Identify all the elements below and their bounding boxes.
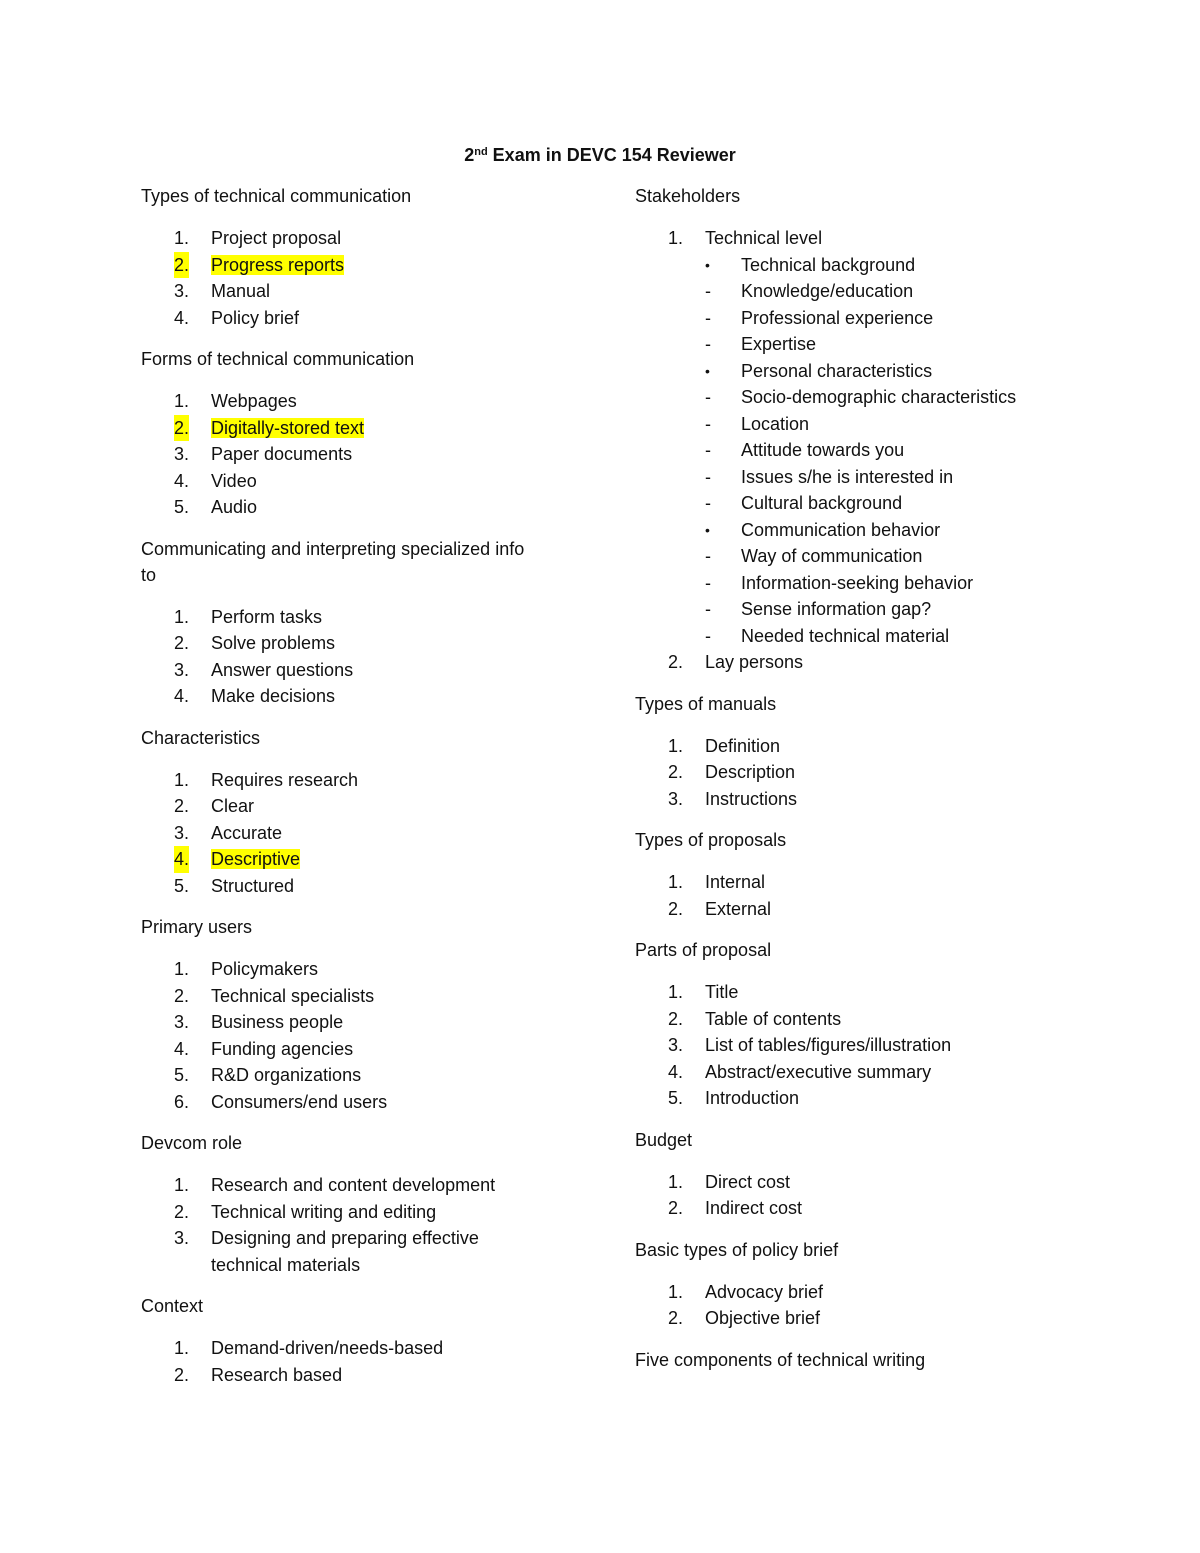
right-column: [635, 183, 1095, 1389]
list-item: [635, 225, 1095, 252]
item-text: Solve problems: [211, 633, 336, 653]
item-number: 3.: [668, 1035, 684, 1055]
list-item: [635, 1169, 1095, 1196]
list-item: [141, 873, 561, 900]
list-item: [635, 1032, 1095, 1059]
sub-list-item: [635, 543, 1095, 570]
item-text: Technical specialists: [211, 985, 375, 1006]
section-heading: Types of manuals: [635, 693, 777, 714]
list-item: [141, 252, 561, 279]
item-number: 2.: [174, 985, 190, 1006]
item-number: 5.: [174, 875, 190, 896]
section-heading: Types of technical communication: [141, 186, 412, 206]
dash-marker: -: [705, 493, 711, 513]
sub-list-item: [635, 464, 1095, 491]
sub-list-item: [635, 411, 1095, 438]
item-number: 1.: [668, 1281, 684, 1302]
item-number: 4.: [174, 846, 189, 873]
policy-brief-list: [635, 1279, 1095, 1332]
section-heading: Forms of technical communication: [141, 349, 415, 369]
item-number: 4.: [174, 1038, 190, 1059]
item-number: 5.: [668, 1088, 684, 1108]
item-text: Table of contents: [705, 1008, 842, 1029]
item-text: Instructions: [705, 788, 798, 809]
primary-users-list: [141, 956, 561, 1115]
purpose-list: [141, 604, 561, 710]
item-number: 2.: [668, 1008, 684, 1029]
bullet-marker: •: [705, 362, 710, 379]
sub-list-container: [635, 252, 1095, 650]
item-number: 5.: [174, 497, 190, 517]
dash-marker: -: [705, 546, 711, 566]
list-item: [141, 846, 561, 873]
list-item: [141, 1225, 531, 1278]
item-text: Way of communication: [741, 546, 923, 566]
sub-list-item: [635, 517, 1095, 544]
list-item: [141, 820, 561, 847]
item-text: Indirect cost: [705, 1198, 803, 1218]
item-text: Business people: [211, 1012, 344, 1032]
item-text: Policy brief: [211, 307, 300, 328]
list-item: [635, 1195, 1095, 1222]
item-text: R&D organizations: [211, 1065, 362, 1085]
item-text: Lay persons: [705, 652, 804, 672]
item-text: Video: [211, 470, 257, 491]
stakeholder-sub-list: [635, 252, 1095, 650]
item-number: 2.: [174, 415, 189, 442]
item-number: 2.: [668, 1308, 684, 1328]
list-item: [635, 786, 1095, 813]
item-text: Communication behavior: [741, 519, 941, 540]
item-number: 2.: [174, 1364, 190, 1385]
list-item: [141, 1009, 561, 1036]
list-item: [141, 604, 561, 631]
dash-marker: -: [705, 466, 711, 487]
budget-list: [635, 1169, 1095, 1222]
sub-list-item: [635, 252, 1095, 279]
item-number: 2.: [668, 1198, 684, 1218]
item-number: 3.: [174, 281, 190, 301]
item-number: 4.: [174, 307, 190, 328]
item-number: 1.: [174, 391, 190, 411]
item-number: 4.: [668, 1061, 684, 1082]
item-text: Knowledge/education: [741, 281, 914, 301]
dash-marker: -: [705, 440, 711, 460]
dash-marker: -: [705, 572, 711, 593]
dash-marker: -: [705, 281, 711, 301]
item-text: Answer questions: [211, 659, 354, 680]
item-text: Make decisions: [211, 686, 336, 706]
section-heading: Context: [141, 1296, 204, 1316]
dash-marker: -: [705, 599, 711, 619]
list-item: [141, 793, 561, 820]
dash-marker: -: [705, 334, 711, 354]
list-item: [141, 441, 561, 468]
list-item: [635, 896, 1095, 923]
section-heading: Budget: [635, 1129, 693, 1150]
sub-list-item: [635, 305, 1095, 332]
list-item: [141, 683, 561, 710]
item-text: Technical writing and editing: [211, 1201, 437, 1222]
list-item: [141, 468, 561, 495]
context-list: [141, 1335, 561, 1388]
item-text: Research based: [211, 1364, 343, 1385]
item-text: External: [705, 898, 772, 919]
highlighted-item-text: Progress reports: [211, 254, 345, 275]
item-text: Requires research: [211, 769, 359, 790]
item-text: Needed technical material: [741, 625, 950, 646]
item-text: Project proposal: [211, 228, 342, 248]
item-number: 6.: [174, 1091, 190, 1112]
item-text: Audio: [211, 497, 258, 517]
page-title: [0, 142, 1200, 168]
item-number: 4.: [174, 470, 190, 491]
item-text: Attitude towards you: [741, 440, 905, 460]
item-number: 2.: [174, 1201, 190, 1222]
item-text: Perform tasks: [211, 606, 323, 627]
list-item: [635, 1305, 1095, 1332]
item-number: 2.: [668, 898, 684, 919]
devcom-role-list: [141, 1172, 561, 1278]
item-text: Direct cost: [705, 1171, 791, 1192]
item-text: Definition: [705, 735, 781, 756]
highlighted-item-text: Descriptive: [211, 849, 301, 869]
item-number: 3.: [174, 822, 190, 843]
item-number: 5.: [174, 1065, 190, 1085]
sub-list-item: [635, 596, 1095, 623]
item-number: 2.: [174, 633, 190, 653]
list-item: [141, 225, 561, 252]
item-text: Designing and preparing effective technical materials: [211, 1228, 479, 1275]
section-heading: Characteristics: [141, 727, 261, 748]
section-heading: Communicating and interpreting specialized info to: [141, 538, 525, 585]
list-item: [141, 767, 561, 794]
item-text: Sense information gap?: [741, 599, 932, 619]
section-heading: Basic types of policy brief: [635, 1239, 839, 1260]
sub-list-item: [635, 437, 1095, 464]
item-number: 1.: [668, 982, 684, 1002]
list-item: [141, 388, 561, 415]
item-number: 2.: [668, 652, 684, 672]
characteristics-list: [141, 767, 561, 900]
sub-list-item: [635, 570, 1095, 597]
dash-marker: -: [705, 387, 711, 407]
item-number: 3.: [174, 659, 190, 680]
sub-list-item: [635, 278, 1095, 305]
list-item: [635, 649, 1095, 676]
item-text: Research and content development: [211, 1175, 496, 1195]
item-number: 2.: [174, 796, 190, 816]
item-number: 2.: [174, 252, 189, 279]
item-text: Objective brief: [705, 1308, 821, 1328]
list-item: [635, 1279, 1095, 1306]
item-number: 1.: [668, 735, 684, 756]
item-text: Personal characteristics: [741, 360, 933, 381]
item-text: Abstract/executive summary: [705, 1061, 932, 1082]
bullet-marker: •: [705, 256, 710, 273]
list-item: [141, 305, 561, 332]
item-text: Manual: [211, 281, 271, 301]
list-item: [635, 759, 1095, 786]
item-text: Demand-driven/needs-based: [211, 1338, 444, 1358]
item-text: Webpages: [211, 391, 297, 411]
title-superscript: nd: [474, 146, 488, 158]
list-item: [141, 1036, 561, 1063]
item-number: 3.: [174, 444, 190, 464]
item-text: Internal: [705, 872, 766, 892]
list-item: [635, 1059, 1095, 1086]
section-heading: Types of proposals: [635, 830, 787, 850]
section-heading: Five components of technical writing: [635, 1349, 926, 1370]
item-text: Paper documents: [211, 444, 353, 464]
dash-marker: -: [705, 413, 711, 434]
item-text: Expertise: [741, 334, 817, 354]
item-number: 3.: [174, 1012, 190, 1032]
item-text: Information-seeking behavior: [741, 572, 974, 593]
item-text: Consumers/end users: [211, 1091, 388, 1112]
item-text: Technical level: [705, 228, 823, 248]
list-item: [141, 1335, 561, 1362]
item-number: 1.: [174, 1338, 190, 1358]
list-item: [635, 979, 1095, 1006]
list-item: [635, 1085, 1095, 1112]
item-text: Location: [741, 413, 810, 434]
list-item: [141, 278, 561, 305]
item-text: Introduction: [705, 1088, 800, 1108]
list-item: [141, 1089, 561, 1116]
item-number: 1.: [174, 606, 190, 627]
sub-list-item: [635, 384, 1095, 411]
item-text: Technical background: [741, 254, 916, 275]
list-item: [141, 630, 561, 657]
item-text: Funding agencies: [211, 1038, 354, 1059]
list-item: [635, 1006, 1095, 1033]
list-item: [141, 1362, 561, 1389]
title-ordinal: 2: [464, 145, 475, 165]
list-item: [635, 733, 1095, 760]
sub-list-item: [635, 358, 1095, 385]
item-text: Structured: [211, 875, 295, 896]
item-number: 1.: [174, 228, 190, 248]
item-text: Description: [705, 762, 796, 782]
manuals-list: [635, 733, 1095, 813]
stakeholders-list: [635, 225, 1095, 676]
title-text: Exam in DEVC 154 Reviewer: [487, 145, 736, 165]
proposals-list: [635, 869, 1095, 922]
section-heading: Primary users: [141, 917, 253, 937]
list-item: [141, 1172, 561, 1199]
types-list: [141, 225, 561, 331]
list-item: [141, 657, 561, 684]
section-heading: Stakeholders: [635, 186, 741, 206]
item-text: Accurate: [211, 822, 283, 843]
list-item: [141, 983, 561, 1010]
list-item: [141, 494, 561, 521]
list-item: [141, 1199, 561, 1226]
sub-list-item: [635, 490, 1095, 517]
item-number: 1.: [174, 1175, 190, 1195]
item-text: Socio-demographic characteristics: [741, 387, 1017, 407]
bullet-marker: •: [705, 521, 710, 538]
item-number: 1.: [174, 769, 190, 790]
item-number: 4.: [174, 686, 190, 706]
item-number: 3.: [668, 788, 684, 809]
item-number: 1.: [668, 228, 684, 248]
proposal-parts-list: [635, 979, 1095, 1112]
left-column: [141, 183, 561, 1403]
item-number: 2.: [668, 762, 684, 782]
item-text: Title: [705, 982, 739, 1002]
item-text: Policymakers: [211, 959, 319, 979]
item-text: Cultural background: [741, 493, 903, 513]
item-number: 1.: [174, 959, 190, 979]
sub-list-item: [635, 331, 1095, 358]
section-heading: Devcom role: [141, 1133, 243, 1153]
item-number: 3.: [174, 1228, 190, 1248]
dash-marker: -: [705, 307, 711, 328]
item-text: Advocacy brief: [705, 1281, 824, 1302]
sub-list-item: [635, 623, 1095, 650]
list-item: [141, 956, 561, 983]
item-number: 1.: [668, 1171, 684, 1192]
forms-list: [141, 388, 561, 521]
item-text: Issues s/he is interested in: [741, 466, 954, 487]
item-text: List of tables/figures/illustration: [705, 1035, 952, 1055]
item-text: Professional experience: [741, 307, 934, 328]
dash-marker: -: [705, 625, 711, 646]
section-heading: Parts of proposal: [635, 940, 772, 960]
list-item: [635, 869, 1095, 896]
item-text: Clear: [211, 796, 255, 816]
item-number: 1.: [668, 872, 684, 892]
highlighted-item-text: Digitally-stored text: [211, 417, 365, 438]
list-item: [141, 1062, 561, 1089]
list-item: [141, 415, 561, 442]
